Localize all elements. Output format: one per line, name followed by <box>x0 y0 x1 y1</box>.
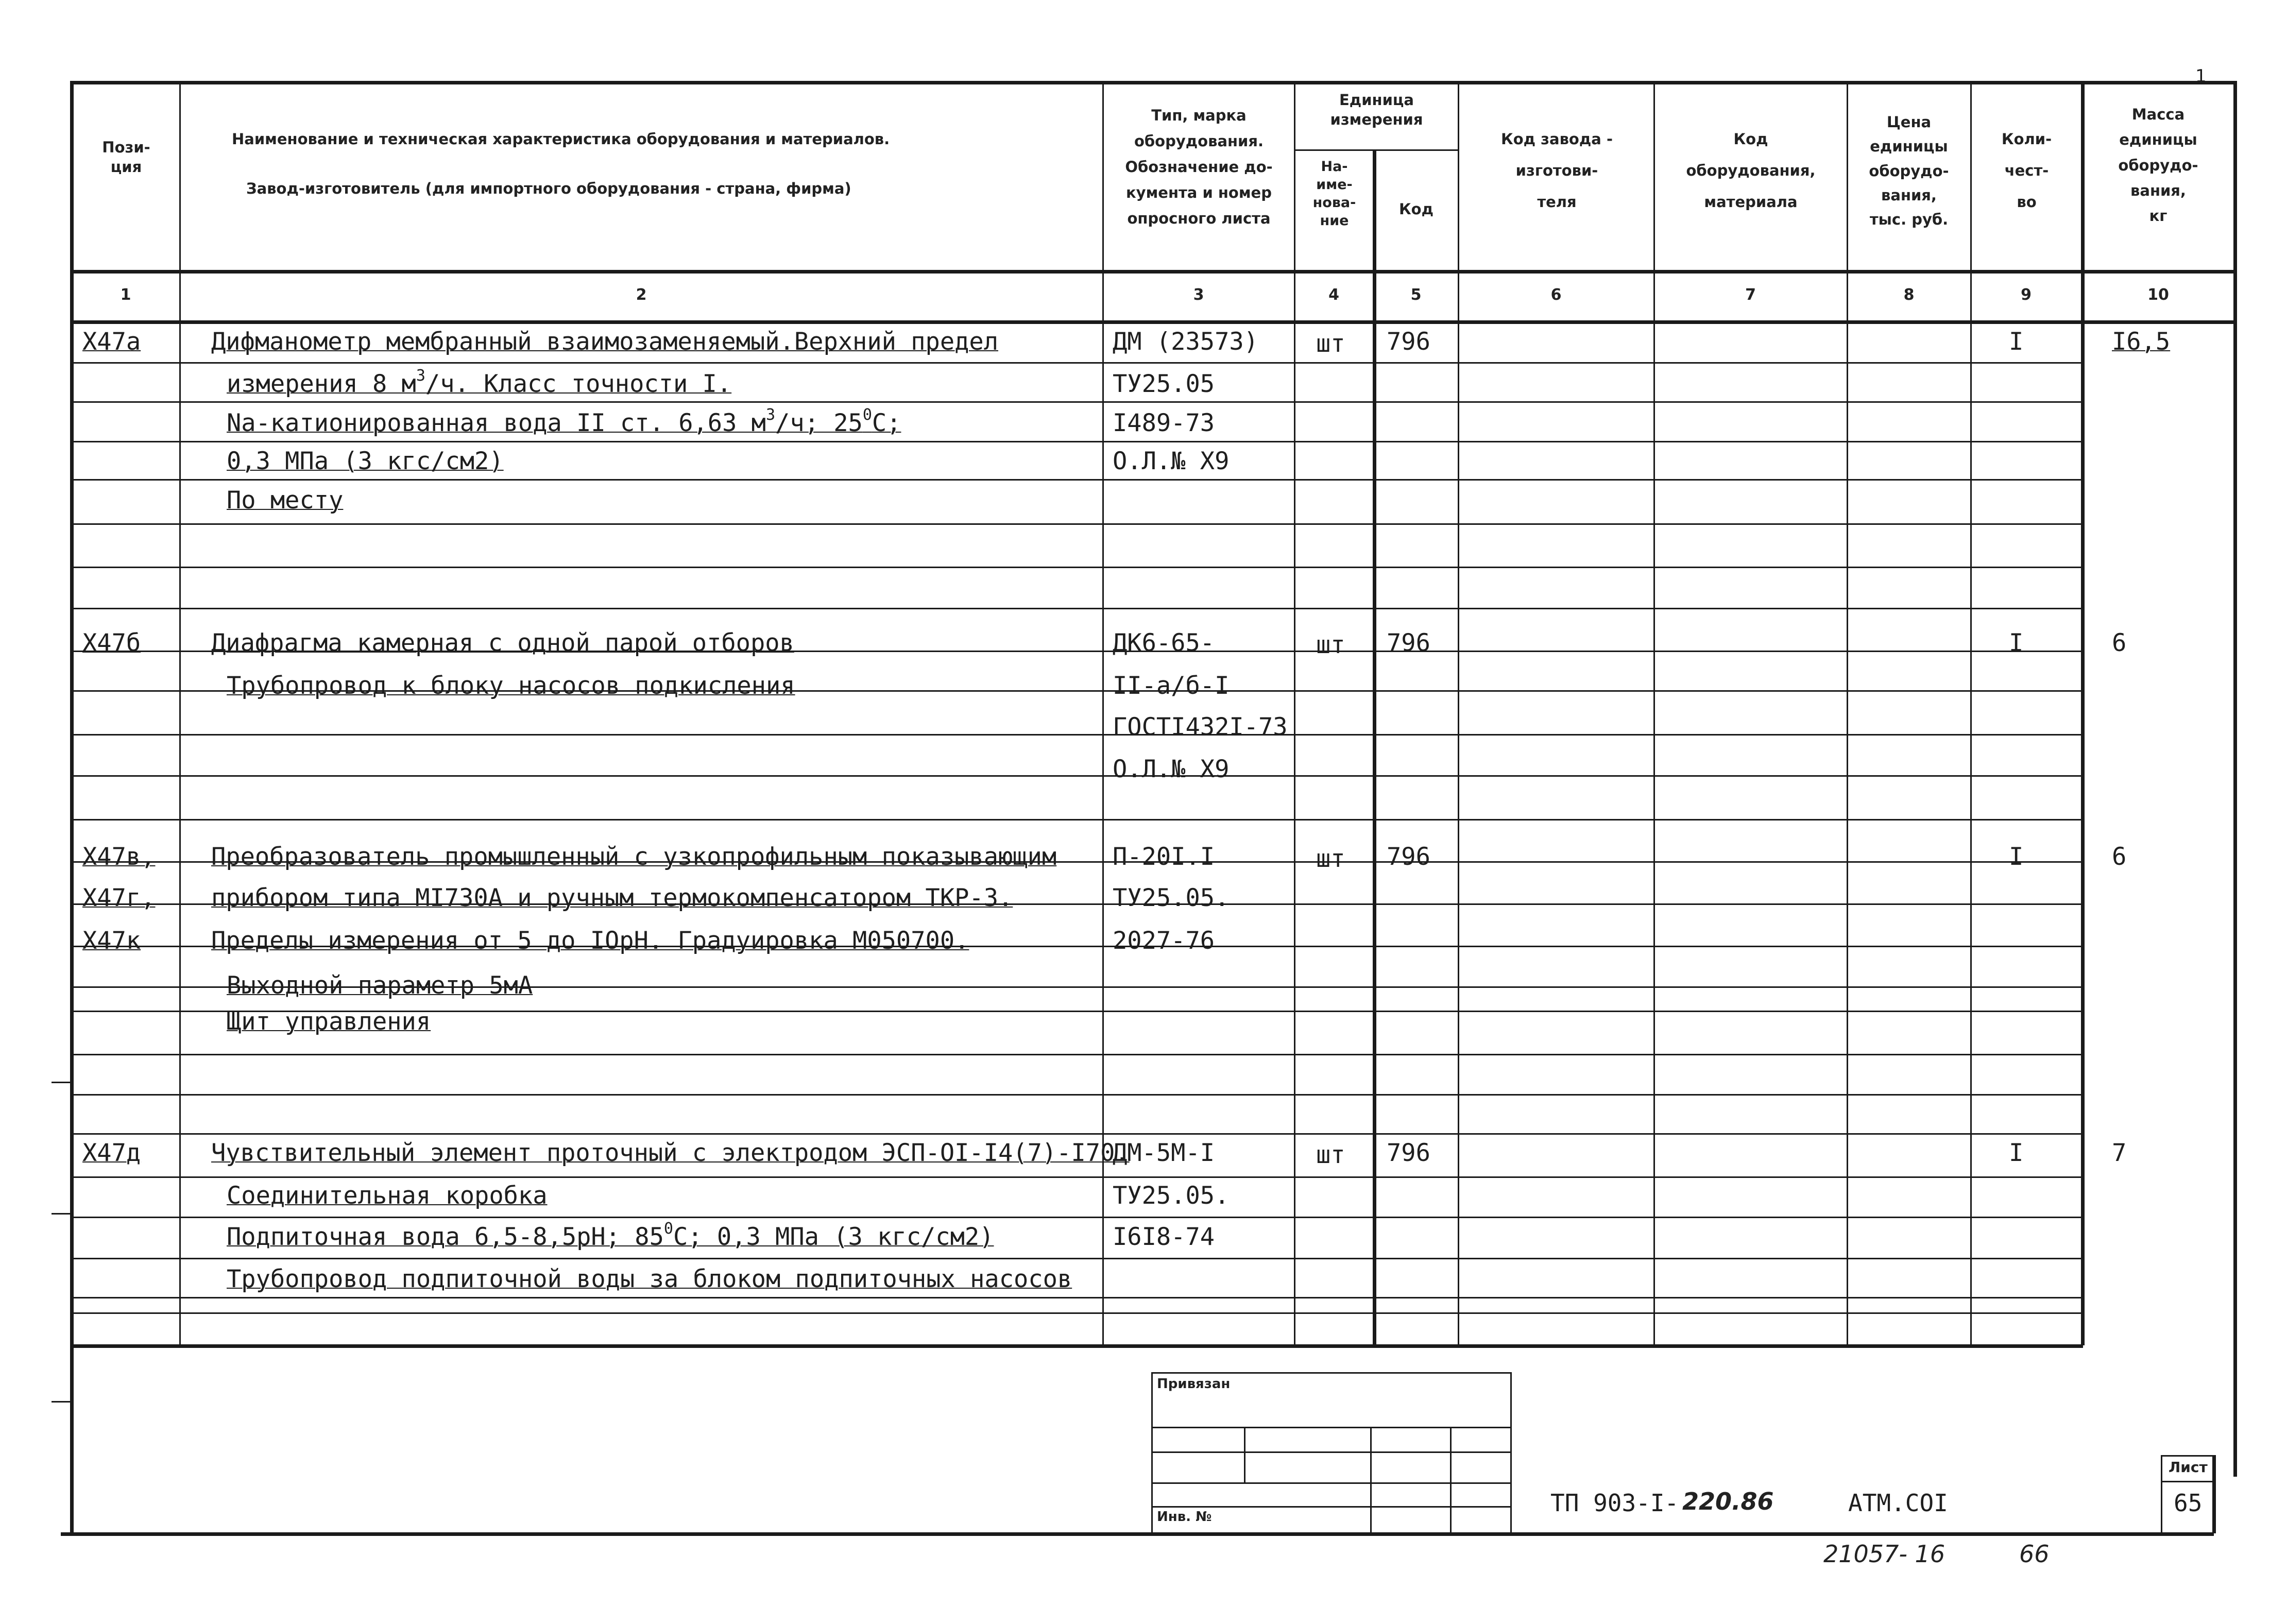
row-type: П-20I.I <box>1113 843 1215 871</box>
row-unit: шт <box>1316 631 1345 659</box>
header-unit-group: Единица измерения <box>1330 91 1423 128</box>
row-unit-code: 796 <box>1387 843 1430 871</box>
colnum-1: 1 <box>120 286 131 304</box>
header-equipment-code: Код оборудования, материала <box>1686 130 1816 211</box>
row-name: прибором типа МI730А и ручным термокомпенсатором ТКР-3. <box>211 884 1013 912</box>
header-mass: Масса единицы оборудо- вания, кг <box>2118 106 2198 225</box>
header-position: Пози- ция <box>102 139 150 176</box>
doc-code-prefix: ТП 903-I- <box>1550 1489 1679 1517</box>
colnum-8: 8 <box>1903 286 1915 304</box>
row-name: Выходной параметр 5мА <box>227 971 533 1000</box>
row-type: II-а/б-I <box>1113 672 1230 700</box>
row-name: Трубопровод подпиточной воды за блоком подпиточных насосов <box>227 1265 1072 1293</box>
row-type: ТУ25.05. <box>1113 1182 1230 1210</box>
row-type: ТУ25.05. <box>1113 884 1230 912</box>
row-quantity: I <box>2009 843 2024 871</box>
header-maker-code: Код завода - изготови- теля <box>1501 130 1613 211</box>
row-position: Х47б <box>82 629 141 657</box>
row-name: 0,3 МПа (3 кгс/см2) <box>227 447 504 475</box>
colnum-3: 3 <box>1193 286 1204 304</box>
row-unit-code: 796 <box>1387 1139 1430 1167</box>
header-type: Тип, марка оборудования. Обозначение до- кумента и номер опросного листа <box>1125 107 1273 227</box>
header-quantity: Коли- чест- во <box>2001 130 2052 211</box>
row-quantity: I <box>2009 1139 2024 1167</box>
stamp-inv-no: Инв. № <box>1157 1509 1212 1525</box>
row-unit: шт <box>1316 1141 1345 1169</box>
row-name: Трубопровод к блоку насосов подкисления <box>227 672 795 700</box>
row-quantity: I <box>2009 328 2024 356</box>
row-position: Х47г, <box>82 884 156 912</box>
colnum-6: 6 <box>1550 286 1562 304</box>
row-name: Подпиточная вода 6,5-8,5рН; $85^0С$; 0,3 МПа (3 кгс/см2) <box>227 1220 994 1251</box>
sheet-label: Лист <box>2169 1459 2208 1476</box>
row-name: Чувствительный элемент проточный с электродом ЭСП-OI-I4(7)-I70. <box>211 1139 1130 1167</box>
row-name: По месту <box>227 486 344 515</box>
row-name: Na-катионированная вода II ст. 6,63 $м^3/ч$; $25^0С$; <box>227 406 901 437</box>
handwritten-page: 66 <box>2019 1540 2050 1568</box>
row-type: I489-73 <box>1113 409 1215 437</box>
row-type: О.Л.№ Х9 <box>1113 447 1230 475</box>
row-type: ДМ-5М-I <box>1113 1139 1215 1167</box>
header-unit-code: Код <box>1398 200 1434 218</box>
row-unit: шт <box>1316 845 1345 873</box>
colnum-9: 9 <box>2021 286 2032 304</box>
doc-code-hand: 220.86 <box>1682 1488 1774 1515</box>
row-quantity: I <box>2009 629 2024 657</box>
row-name: Дифманометр мембранный взаимозаменяемый.Верхний предел <box>211 328 999 356</box>
row-mass: 7 <box>2112 1139 2127 1167</box>
row-type: ГОСТI432I-73 <box>1113 713 1288 741</box>
colnum-2: 2 <box>636 286 647 304</box>
row-position: Х47в, <box>82 843 156 871</box>
header-name-line1: Наименование и техническая характеристика оборудования и материалов. <box>232 130 890 148</box>
colnum-4: 4 <box>1328 286 1339 304</box>
row-name: Соединительная коробка <box>227 1182 548 1210</box>
row-name: Преобразователь промышленный с узкопрофильным показывающим <box>211 843 1057 871</box>
page-mark: 1 <box>2195 66 2207 87</box>
row-position: Х47д <box>82 1139 141 1167</box>
row-unit-code: 796 <box>1387 629 1430 657</box>
row-mass: 6 <box>2112 843 2127 871</box>
row-position: Х47к <box>82 927 141 955</box>
colnum-7: 7 <box>1745 286 1756 304</box>
row-type: ДМ (23573) <box>1113 328 1258 356</box>
row-name: Щит управления <box>227 1007 431 1036</box>
row-mass: I6,5 <box>2112 328 2171 356</box>
row-name: Диафрагма камерная с одной парой отборов <box>211 629 794 657</box>
header-name-line2: Завод-изготовитель (для импортного оборудования - страна, фирма) <box>246 180 851 197</box>
row-mass: 6 <box>2112 629 2127 657</box>
doc-mark: АТМ.COI <box>1848 1489 1948 1517</box>
archive-number: 21057- 16 <box>1823 1540 1945 1568</box>
sheet-number: 65 <box>2174 1489 2203 1517</box>
row-unit: шт <box>1316 330 1345 358</box>
row-position: Х47а <box>82 328 141 356</box>
colnum-5: 5 <box>1410 286 1422 304</box>
row-unit-code: 796 <box>1387 328 1430 356</box>
row-type: 2027-76 <box>1113 927 1215 955</box>
row-type: ДК6-65- <box>1113 629 1215 657</box>
colnum-10: 10 <box>2147 286 2169 304</box>
row-type: I6I8-74 <box>1113 1223 1215 1251</box>
header-price: Цена единицы оборудо- вания, тыс. руб. <box>1869 113 1949 229</box>
row-name: измерения 8 $м^3/ч$. Класс точности I. <box>227 367 732 398</box>
stamp-privyazan: Привязан <box>1157 1376 1231 1392</box>
row-type: ТУ25.05 <box>1113 370 1215 398</box>
header-unit-name: На- име- нова- ние <box>1312 159 1356 229</box>
row-type: О.Л.№ Х9 <box>1113 755 1230 783</box>
row-name: Пределы измерения от 5 до IOpH. Градуировка М050700. <box>211 927 969 955</box>
